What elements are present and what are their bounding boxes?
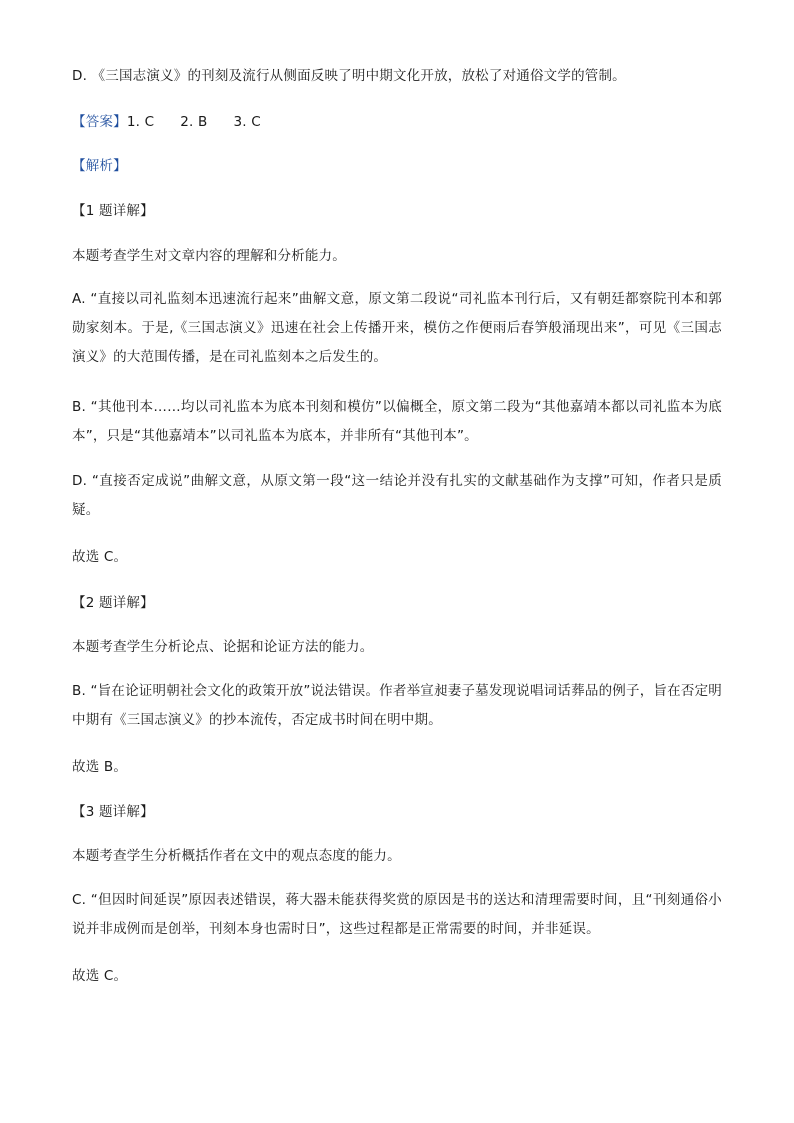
q2-conclusion: 故选 B。 bbox=[72, 759, 128, 775]
option-d-statement: D. 《三国志演义》的刊刻及流行从侧面反映了明中期文化开放，放松了对通俗文学的管制。 bbox=[72, 68, 626, 84]
q2-intro: 本题考查学生分析论点、论据和论证方法的能力。 bbox=[72, 639, 374, 655]
answer-2: 2. B bbox=[180, 114, 208, 130]
q3-intro: 本题考查学生分析概括作者在文中的观点态度的能力。 bbox=[72, 848, 401, 864]
q3-header: 【3 题详解】 bbox=[72, 804, 154, 820]
q1-option-b: B. “其他刊本……均以司礼监本为底本刊刻和模仿”以偏概全，原文第二段为“其他嘉靖本都以司礼监本为底本”，只是“其他嘉靖本”以司礼监本为底本，并非所有“其他刊本”。 bbox=[72, 399, 722, 444]
answer-3: 3. C bbox=[233, 114, 261, 130]
answer-line bbox=[72, 107, 732, 137]
q1-option-d: D. “直接否定成说”曲解文意，从原文第一段“这一结论并没有扎实的文献基础作为支撑”可知，作者只是质疑。 bbox=[72, 473, 722, 518]
q2-header: 【2 题详解】 bbox=[72, 595, 154, 611]
answer-tag: 【答案】 bbox=[72, 114, 127, 130]
q1-conclusion: 故选 C。 bbox=[72, 549, 128, 565]
q2-option-b: B. “旨在论证明朝社会文化的政策开放”说法错误。作者举宣昶妻子墓发现说唱词话葬品的例子，旨在否定明中期有《三国志演义》的抄本流传，否定成书时间在明中期。 bbox=[72, 683, 722, 728]
q1-intro: 本题考查学生对文章内容的理解和分析能力。 bbox=[72, 248, 346, 264]
q1-header: 【1 题详解】 bbox=[72, 203, 154, 219]
q1-option-a: A. “直接以司礼监刻本迅速流行起来”曲解文意，原文第二段说“司礼监本刊行后，又有朝廷都察院刊本和郭勋家刻本。于是,《三国志演义》迅速在社会上传播开来，模仿之作便雨后春笋般涌现出来”，可见《三国志演义》的大范围传播，是在司礼监刻本之后发生的。 bbox=[72, 291, 722, 365]
q3-option-c: C. “但因时间延误”原因表述错误，蒋大器未能获得奖赏的原因是书的送达和清理需要时间，且“刊刻通俗小说并非成例而是创举，刊刻本身也需时日”，这些过程都是正常需要的时间，并非延误。 bbox=[72, 892, 722, 937]
answer-1: 1. C bbox=[126, 114, 155, 130]
analysis-tag: 【解析】 bbox=[72, 158, 127, 174]
q3-conclusion: 故选 C。 bbox=[72, 968, 128, 984]
